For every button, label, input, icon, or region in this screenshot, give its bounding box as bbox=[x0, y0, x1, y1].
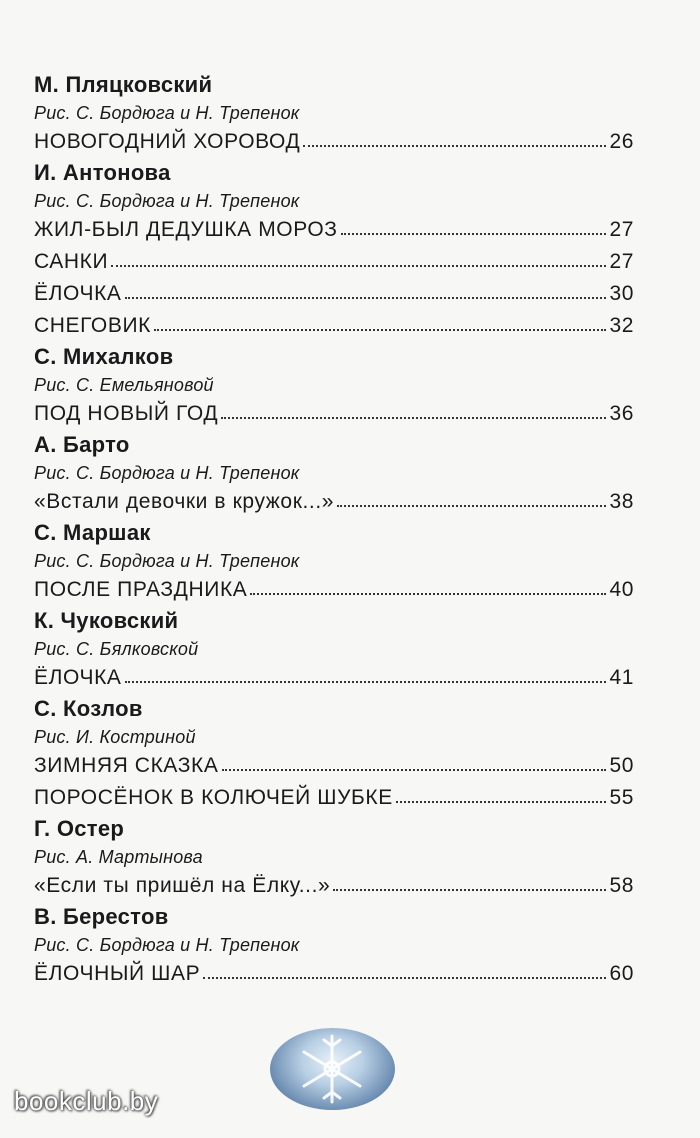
entry-title: ПОСЛЕ ПРАЗДНИКА bbox=[34, 578, 248, 601]
illustrator-credit: Рис. С. Бордюга и Н. Трепенок bbox=[34, 103, 300, 123]
page-number: 58 bbox=[609, 874, 634, 897]
entry-title: ЗИМНЯЯ СКАЗКА bbox=[34, 754, 219, 777]
author-name: М. Пляцковский bbox=[34, 72, 213, 97]
dot-leader bbox=[333, 889, 606, 891]
dot-leader bbox=[154, 329, 606, 331]
page-number: 26 bbox=[609, 130, 634, 153]
page-number: 50 bbox=[609, 754, 634, 777]
illustrator-credit: Рис. С. Емельяновой bbox=[34, 375, 214, 395]
toc-entry[interactable] bbox=[34, 958, 634, 990]
illustrator-credit: Рис. С. Бялковской bbox=[34, 639, 199, 659]
entry-title: СНЕГОВИК bbox=[34, 314, 151, 337]
page-number: 30 bbox=[609, 282, 634, 305]
entry-title: ЁЛОЧКА bbox=[34, 282, 122, 305]
entry-title: ЖИЛ-БЫЛ ДЕДУШКА МОРОЗ bbox=[34, 218, 338, 241]
entry-title: «Если ты пришёл на Ёлку...» bbox=[34, 874, 331, 897]
entry-title: ПОД НОВЫЙ ГОД bbox=[34, 402, 219, 425]
toc-entry[interactable] bbox=[34, 310, 634, 342]
author-name: С. Козлов bbox=[34, 696, 143, 721]
toc-entry[interactable] bbox=[34, 126, 634, 158]
dot-leader bbox=[221, 417, 606, 419]
toc-entry[interactable] bbox=[34, 398, 634, 430]
page-number: 55 bbox=[609, 786, 634, 809]
toc-entry[interactable] bbox=[34, 574, 634, 606]
dot-leader bbox=[250, 593, 606, 595]
toc-entry[interactable] bbox=[34, 486, 634, 518]
entry-title: ПОРОСЁНОК В КОЛЮЧЕЙ ШУБКЕ bbox=[34, 786, 393, 809]
page-number: 38 bbox=[609, 490, 634, 513]
author-name: Г. Остер bbox=[34, 816, 125, 841]
dot-leader bbox=[303, 145, 606, 147]
toc-entry[interactable] bbox=[34, 278, 634, 310]
dot-leader bbox=[396, 801, 607, 803]
entry-title: «Встали девочки в кружок...» bbox=[34, 490, 335, 513]
toc-entry[interactable] bbox=[34, 662, 634, 694]
dot-leader bbox=[203, 977, 606, 979]
author-name: В. Берестов bbox=[34, 904, 169, 929]
dot-leader bbox=[341, 233, 607, 235]
dot-leader bbox=[125, 297, 607, 299]
snowflake-ornament-icon bbox=[270, 1028, 395, 1110]
illustrator-credit: Рис. С. Бордюга и Н. Трепенок bbox=[34, 551, 300, 571]
watermark: bookclub.by bbox=[14, 1086, 159, 1116]
entry-title: САНКИ bbox=[34, 250, 109, 273]
toc-entry[interactable] bbox=[34, 870, 634, 902]
table-of-contents bbox=[34, 70, 634, 990]
illustrator-credit: Рис. С. Бордюга и Н. Трепенок bbox=[34, 935, 300, 955]
page-number: 60 bbox=[609, 962, 634, 985]
dot-leader bbox=[111, 265, 606, 267]
author-name: С. Михалков bbox=[34, 344, 174, 369]
toc-entry[interactable] bbox=[34, 214, 634, 246]
toc-entry[interactable] bbox=[34, 246, 634, 278]
dot-leader bbox=[337, 505, 606, 507]
entry-title: ЁЛОЧКА bbox=[34, 666, 122, 689]
page-number: 27 bbox=[609, 218, 634, 241]
author-name: К. Чуковский bbox=[34, 608, 179, 633]
dot-leader bbox=[222, 769, 607, 771]
page-number: 41 bbox=[609, 666, 634, 689]
author-name: А. Барто bbox=[34, 432, 130, 457]
page-number: 40 bbox=[609, 578, 634, 601]
illustrator-credit: Рис. С. Бордюга и Н. Трепенок bbox=[34, 191, 300, 211]
entry-title: ЁЛОЧНЫЙ ШАР bbox=[34, 962, 201, 985]
entry-title: НОВОГОДНИЙ ХОРОВОД bbox=[34, 130, 301, 153]
author-name: С. Маршак bbox=[34, 520, 151, 545]
author-name: И. Антонова bbox=[34, 160, 171, 185]
dot-leader bbox=[125, 681, 607, 683]
illustrator-credit: Рис. А. Мартынова bbox=[34, 847, 203, 867]
page-number: 27 bbox=[609, 250, 634, 273]
page-number: 32 bbox=[609, 314, 634, 337]
toc-entry[interactable] bbox=[34, 750, 634, 782]
page-number: 36 bbox=[609, 402, 634, 425]
illustrator-credit: Рис. С. Бордюга и Н. Трепенок bbox=[34, 463, 300, 483]
illustrator-credit: Рис. И. Костриной bbox=[34, 727, 196, 747]
toc-entry[interactable] bbox=[34, 782, 634, 814]
